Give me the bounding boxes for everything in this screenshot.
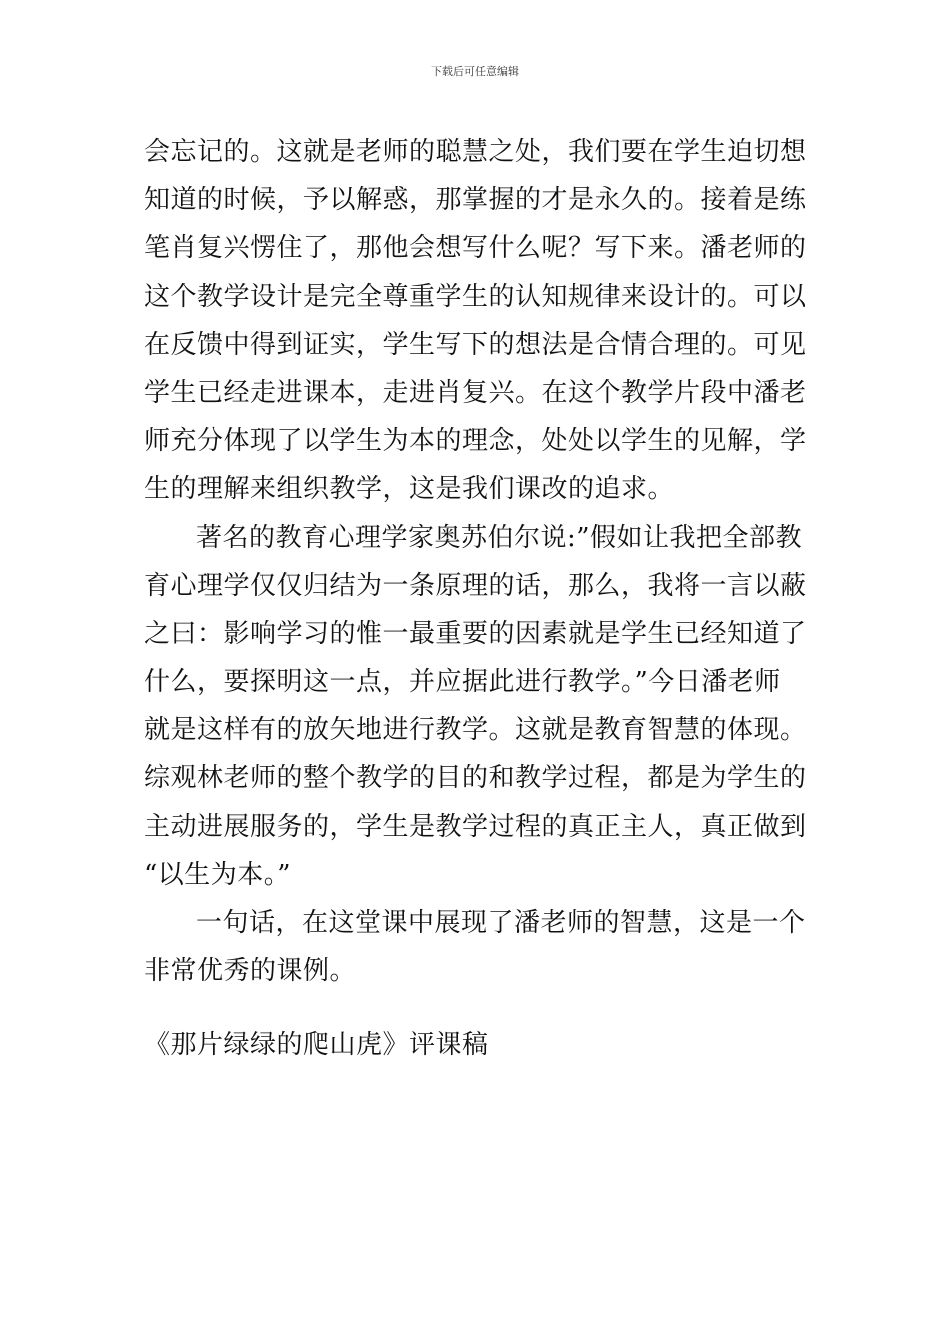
text-line: 学生已经走进课本，走进肖复兴。在这个教学片段中潘老 <box>144 377 807 408</box>
paragraph-1 <box>144 128 809 514</box>
text-line: 一句话，在这堂课中展现了潘老师的智慧，这是一个 <box>196 908 806 938</box>
text-line: 师充分体现了以学生为本的理念，处处以学生的见解，学 <box>144 426 807 457</box>
text-line: 生的理解来组织教学，这是我们课改的追求。 <box>144 474 675 505</box>
page-header: 下载后可任意编辑 <box>431 65 519 78</box>
text-line: 笔肖复兴愣住了，那他会想写什么呢？写下来。潘老师的 <box>144 233 807 264</box>
paragraph-2 <box>144 514 809 900</box>
text-line: 育心理学仅仅归结为一条原理的话，那么，我将一言以蔽 <box>144 570 807 601</box>
text-line: 什么，要探明这一点，并应据此进行教学。”今日潘老师 <box>144 667 781 698</box>
text-line: 非常优秀的课例。 <box>144 956 357 987</box>
document-body <box>144 128 809 995</box>
text-line: 会忘记的。这就是老师的聪慧之处，我们要在学生迫切想 <box>144 137 807 167</box>
paragraph-3 <box>144 899 809 995</box>
text-line: 知道的时候，予以解惑，那掌握的才是永久的。接着是练 <box>144 185 807 216</box>
text-line: “以生为本。” <box>144 859 292 890</box>
text-line: 就是这样有的放矢地进行教学。这就是教育智慧的体现。 <box>144 715 807 746</box>
text-line: 在反馈中得到证实，学生写下的想法是合情合理的。可见 <box>144 329 807 360</box>
text-line: 主动进展服务的，学生是教学过程的真正主人，真正做到 <box>144 811 807 842</box>
document-title: 《那片绿绿的爬山虎》评课稿 <box>144 1030 489 1060</box>
text-line: 这个教学设计是完全尊重学生的认知规律来设计的。可以 <box>144 281 807 312</box>
text-line: 著名的教育心理学家奥苏伯尔说:”假如让我把全部教 <box>196 522 803 553</box>
text-line: 之曰：影响学习的惟一最重要的因素就是学生已经知道了 <box>144 618 807 649</box>
text-line: 综观林老师的整个教学的目的和教学过程，都是为学生的 <box>144 763 807 794</box>
